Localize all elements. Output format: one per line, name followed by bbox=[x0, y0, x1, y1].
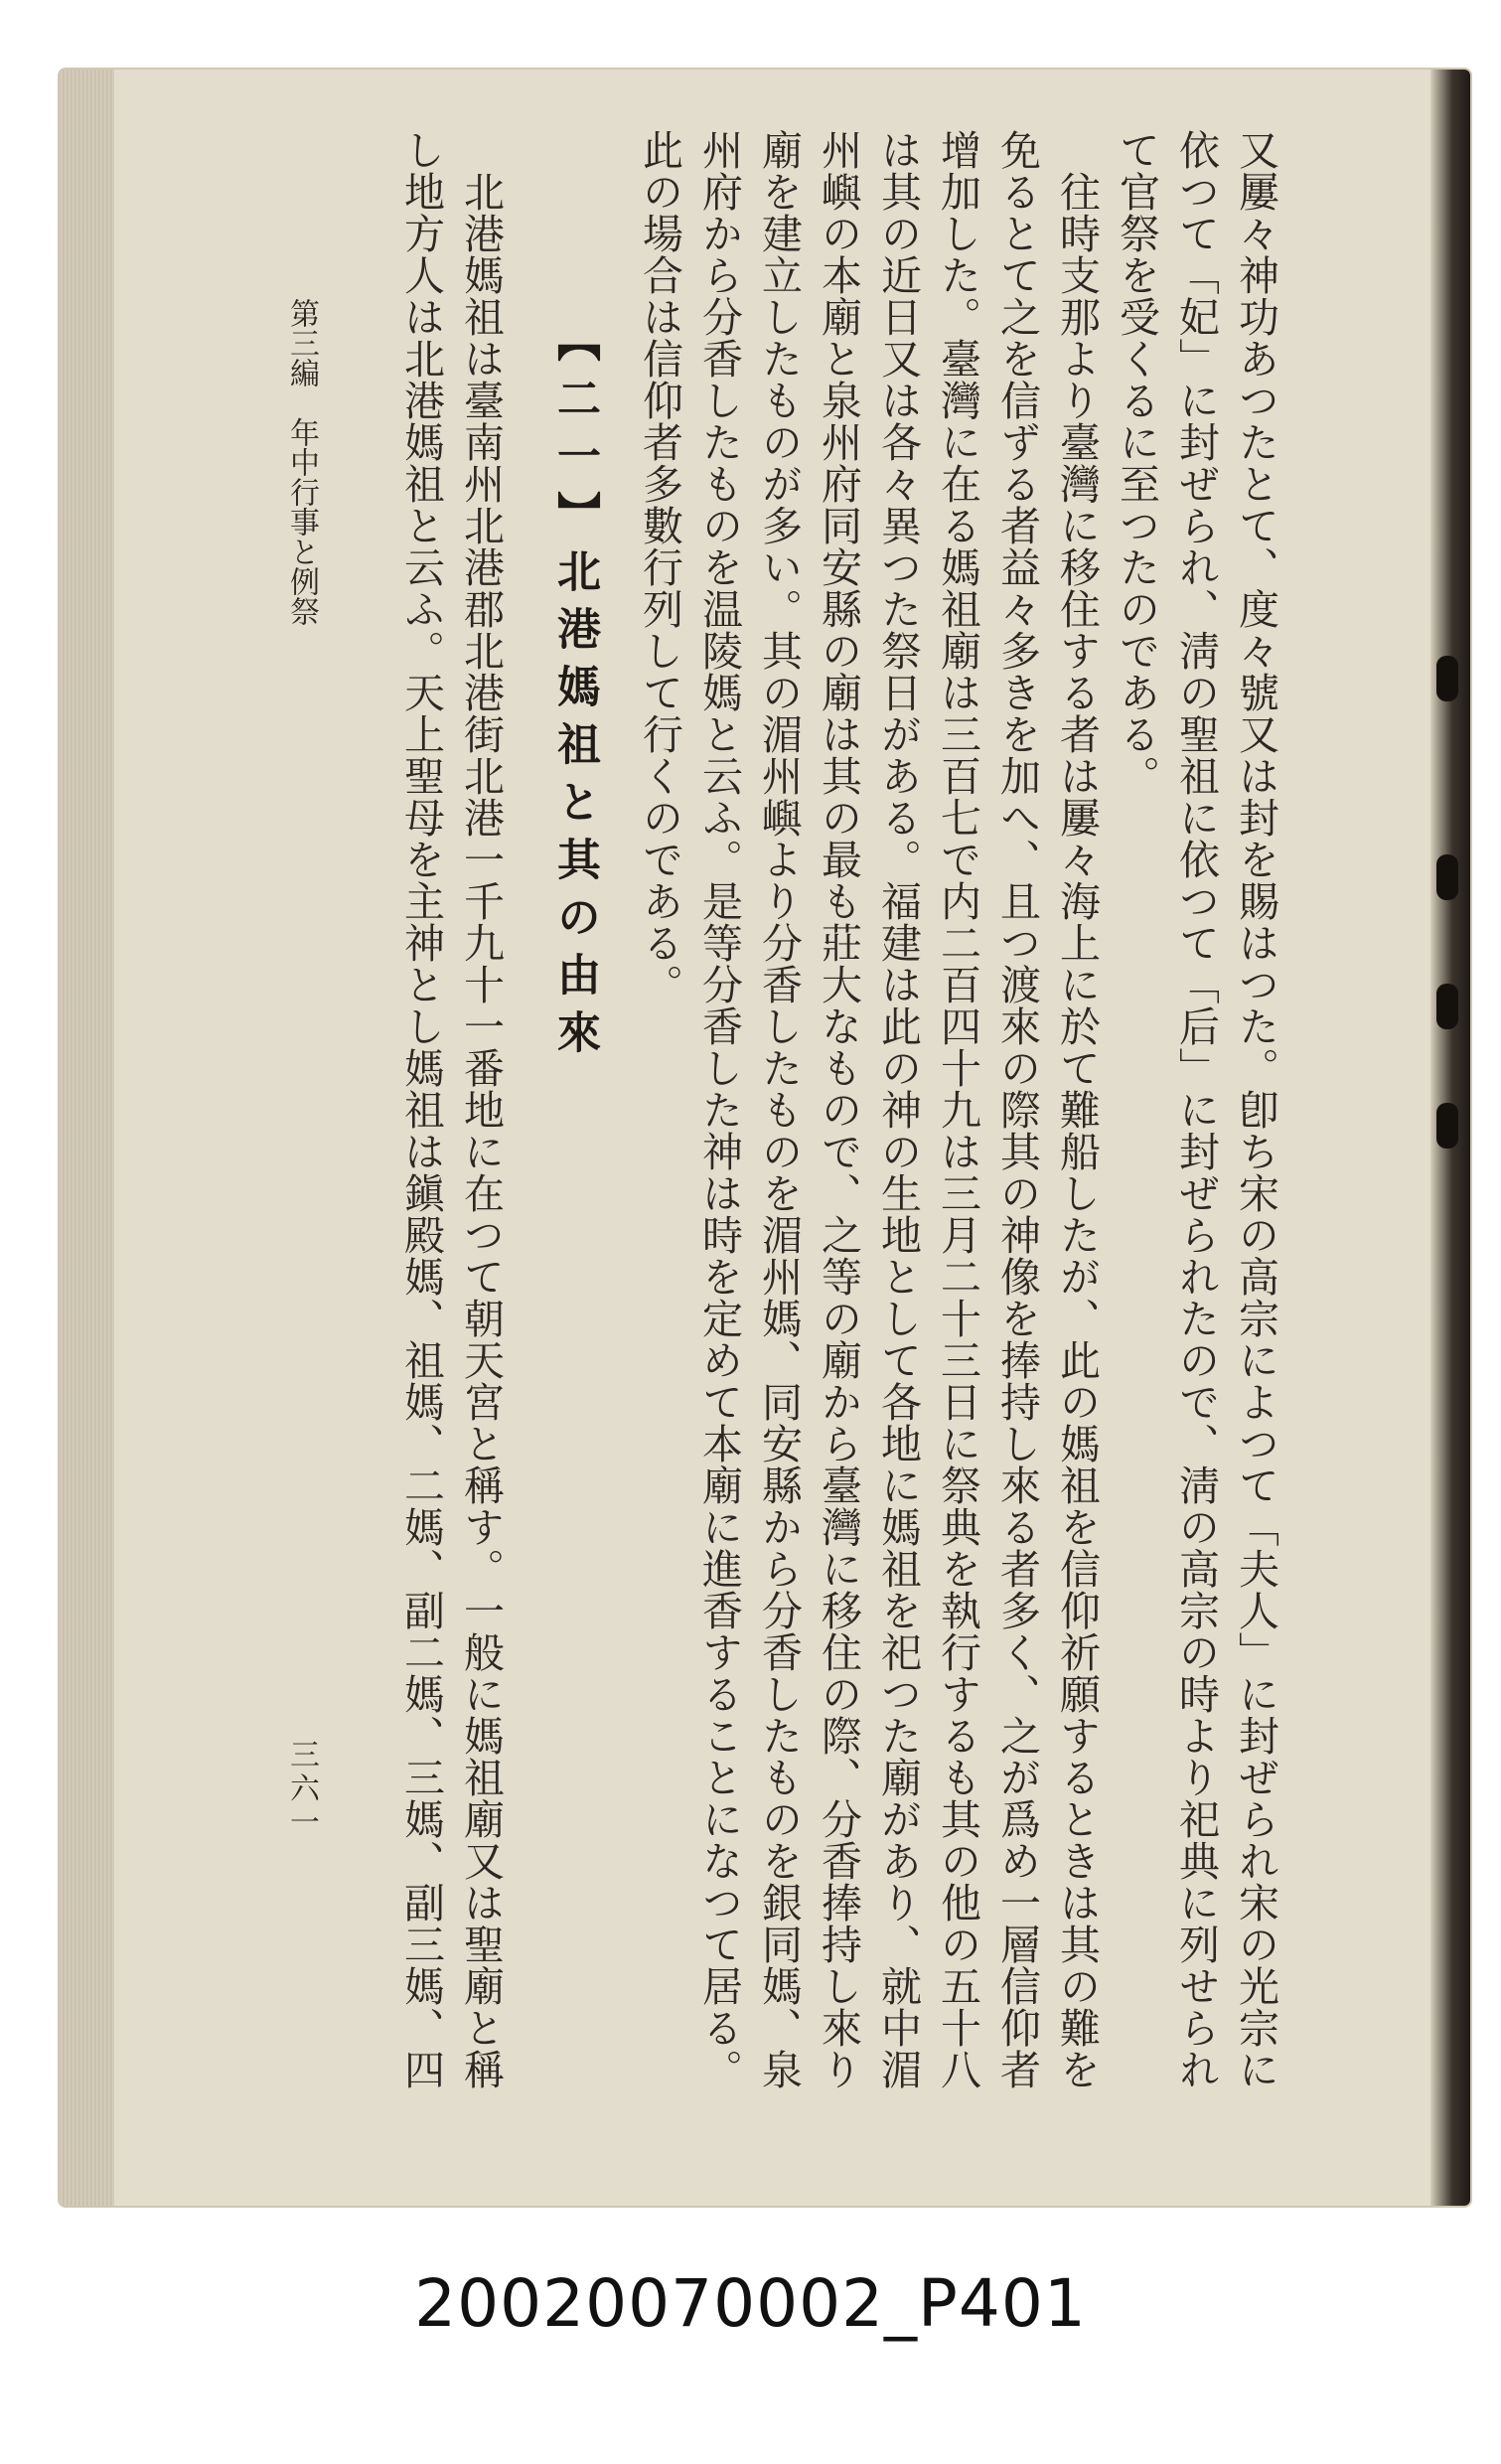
text-column-1: 又屢々神功あつたとて、度々號又は封を賜はつた。卽ち宋の高宗によつて「夫人」に封ぜられ宋の光宗に bbox=[1232, 129, 1279, 2090]
text-column-10: 州府から分香したものを温陵媽と云ふ。是等分香した神は時を定めて本廟に進香することになつて居る。 bbox=[695, 129, 743, 2090]
text-column-4: 往時支那より臺灣に移住する者は屢々海上に於て難船したが、此の媽祖を信仰祈願するときは其の難を bbox=[1053, 129, 1101, 2090]
text-column-9: 廟を建立したものが多い。其の湄州嶼より分香したものを湄州媽、同安縣から分香したものを銀同媽、泉 bbox=[755, 129, 803, 2090]
section-heading bbox=[542, 318, 606, 1067]
text-column-3: て官祭を受くるに至つたのである。 bbox=[1113, 129, 1160, 797]
text-column-13: し地方人は北港媽祖と云ふ。天上聖母を主神とし媽祖は鎭殿媽、祖媽、二媽、副二媽、三媽、副三媽、四 bbox=[397, 129, 445, 2090]
book-scan bbox=[60, 70, 1470, 2206]
binding-hole bbox=[1436, 1103, 1458, 1149]
text-column-12: 北港媽祖は臺南州北港郡北港街北港一千九十一番地に在つて朝天宮と稱す。一般に媽祖廟又は聖廟と稱 bbox=[457, 129, 505, 2090]
text-column-6: 增加した。臺灣に在る媽祖廟は三百七で内二百四十九は三月二十三日に祭典を執行するも其の他の五十八 bbox=[934, 129, 981, 2090]
page bbox=[114, 70, 1430, 2206]
text-column-8: 州嶼の本廟と泉州府同安縣の廟は其の最も莊大なもので、之等の廟から臺灣に移住の際、分香捧持し來り bbox=[815, 129, 862, 2090]
page-edge bbox=[60, 70, 114, 2206]
binding-hole bbox=[1436, 984, 1458, 1029]
page-number: 三六一 bbox=[284, 1739, 319, 1840]
text-column-7: は其の近日又は各々異つた祭日がある。福建は此の神の生地として各地に媽祖を祀つた廟があり、就中湄 bbox=[874, 129, 922, 2090]
text-column-11: 此の場合は信仰者多數行列して行くのである。 bbox=[636, 129, 683, 1005]
binding-hole bbox=[1436, 656, 1458, 701]
section-title: 北港媽祖と其の由來 bbox=[549, 548, 600, 1067]
scan-caption: 20020070002_P401 bbox=[414, 2265, 1087, 2342]
binding-hole bbox=[1436, 854, 1458, 900]
section-number: 【二一】 bbox=[549, 318, 600, 548]
running-footer: 第三編 年中行事と例祭 bbox=[284, 298, 319, 626]
text-column-5: 免るとて之を信ずる者益々多きを加へ、且つ渡來の際其の神像を捧持し來る者多く、之が爲め一層信仰者 bbox=[993, 129, 1041, 2090]
text-column-2: 依つて「妃」に封ぜられ、淸の聖祖に依つて「后」に封ぜられたので、淸の高宗の時より祀典に列せられ bbox=[1172, 129, 1220, 2090]
